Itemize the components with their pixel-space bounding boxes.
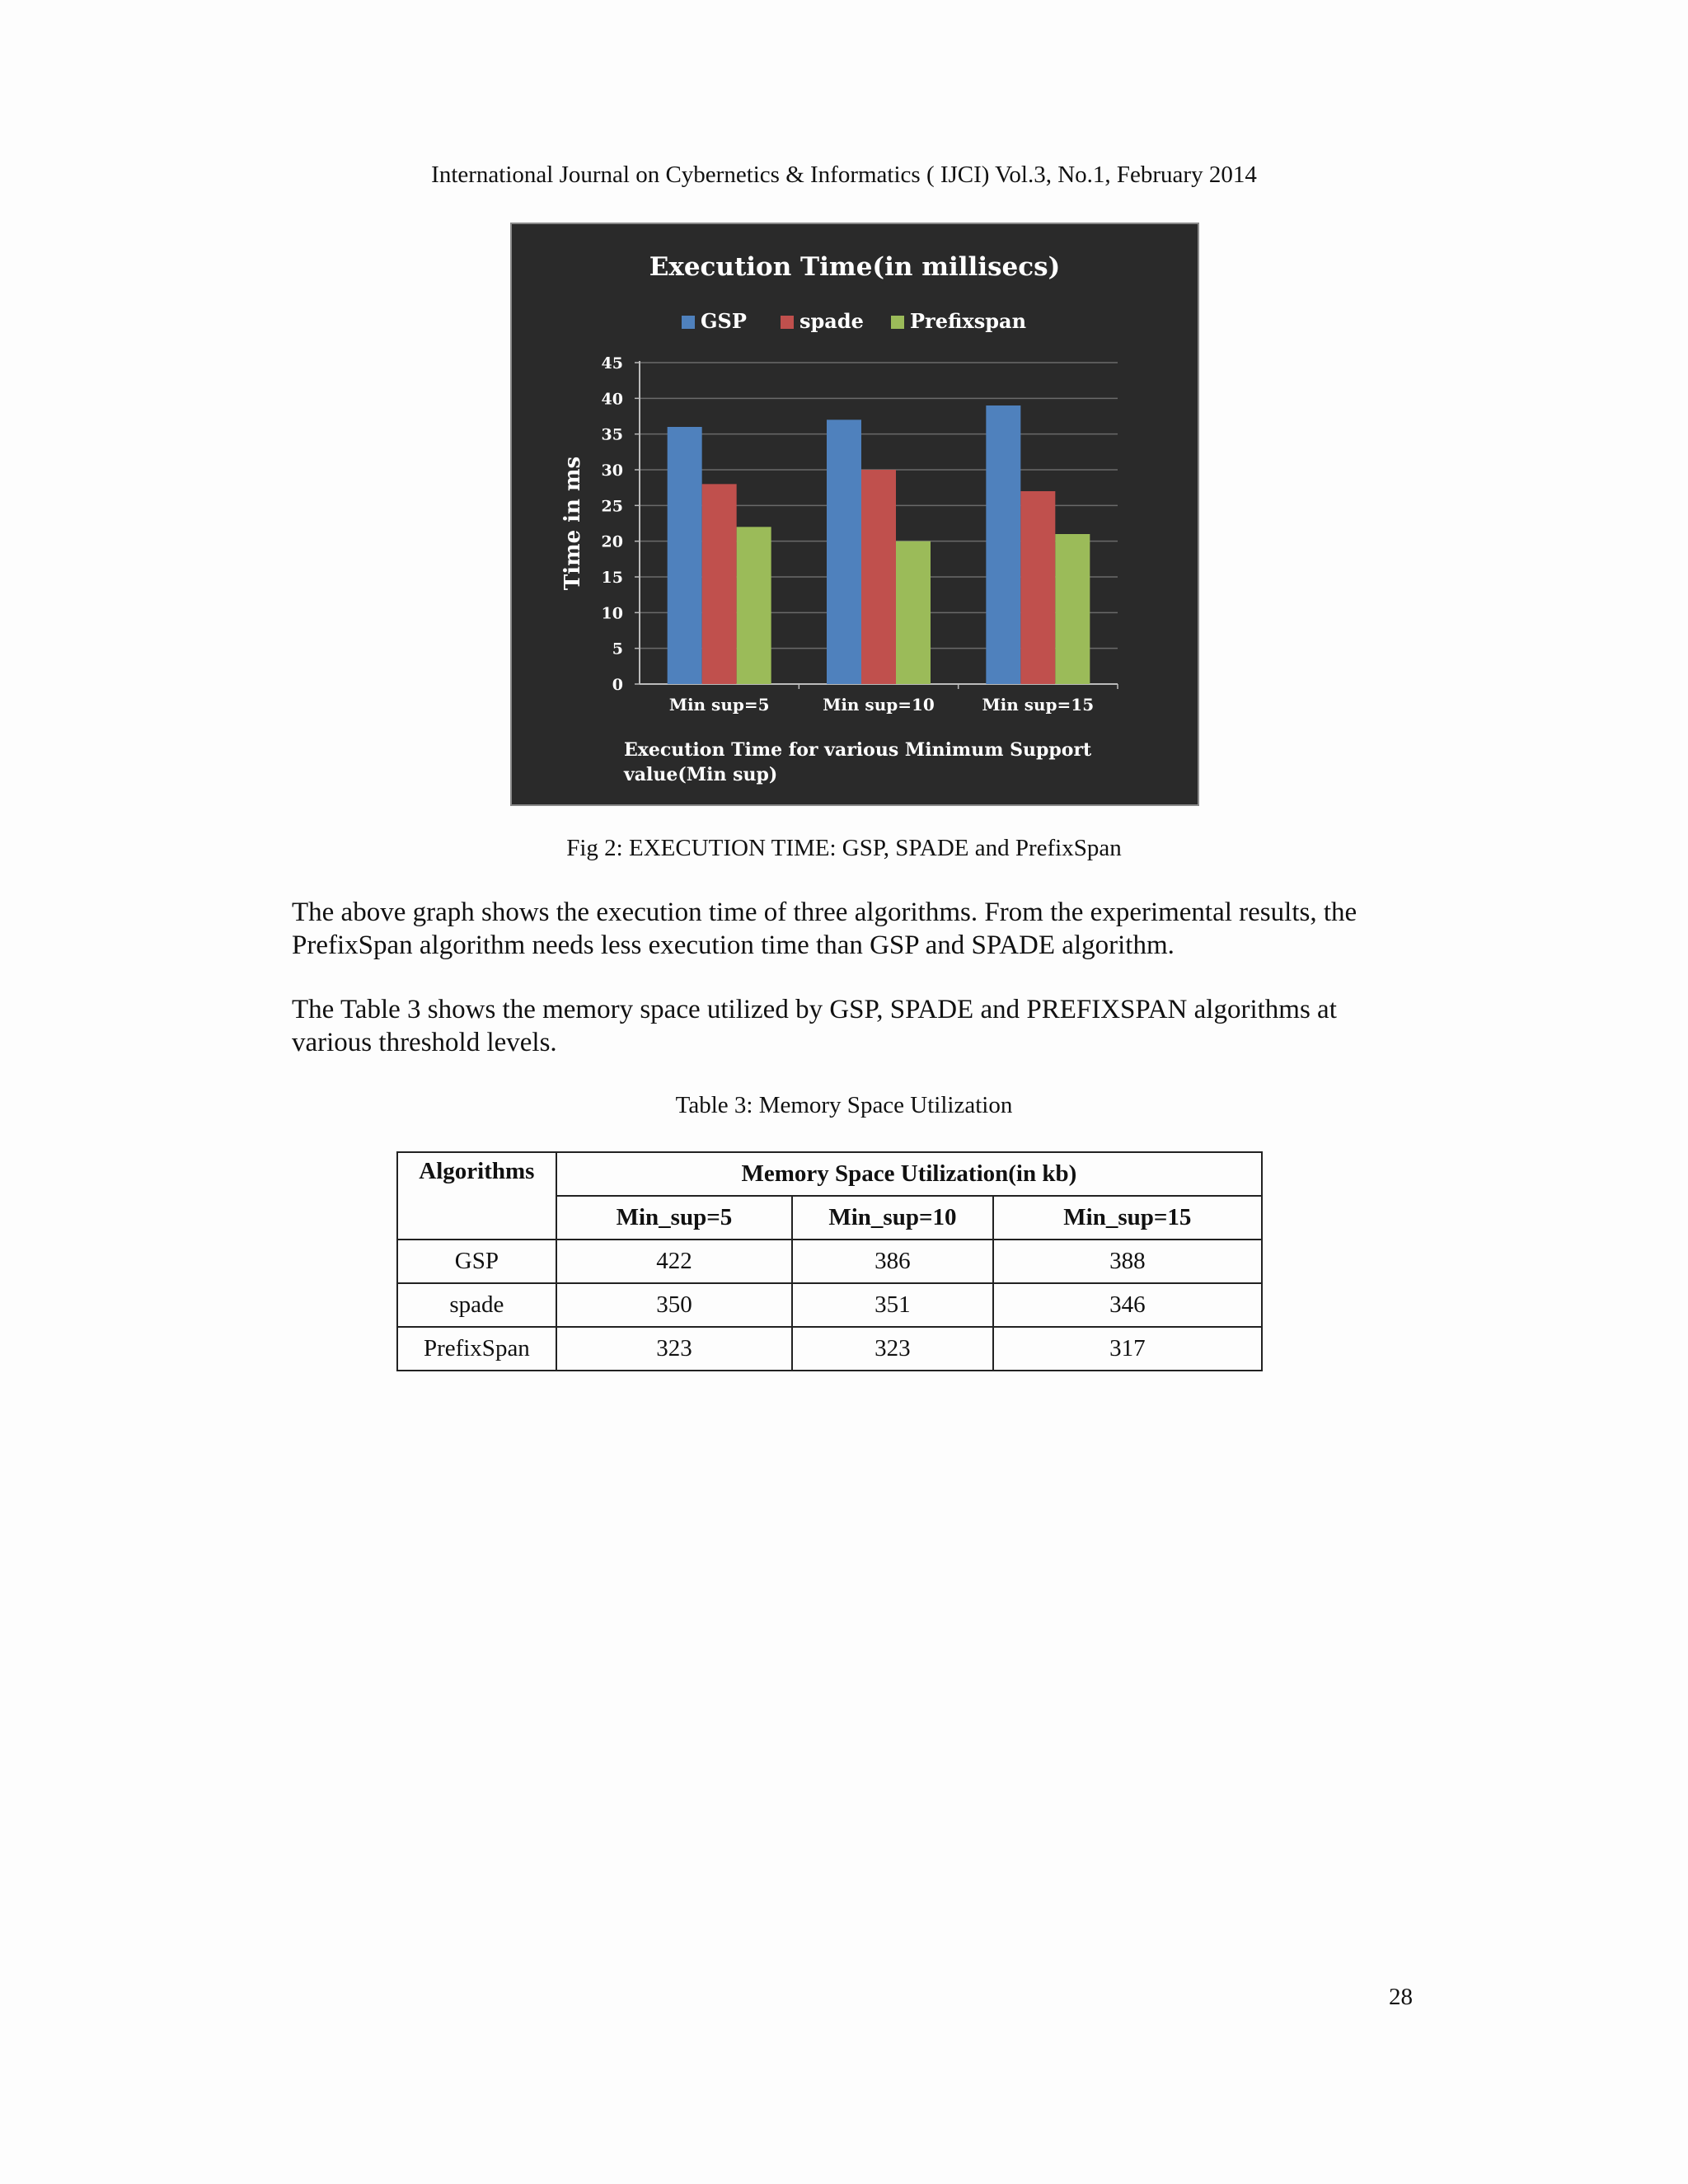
y-tick-label: 0 (612, 676, 623, 694)
x-axis-label-line-1: Execution Time for various Minimum Support (624, 739, 1092, 761)
chart-svg (512, 224, 1198, 804)
legend-label: GSP (701, 309, 747, 333)
legend-swatch (891, 316, 904, 329)
table-cell: 351 (792, 1283, 993, 1327)
table-row (397, 1283, 1262, 1327)
table-cell: 350 (556, 1283, 792, 1327)
bar (827, 419, 861, 684)
paragraph-1: The above graph shows the execution time of three algorithms. From the experimental results, the PrefixSpan algorithm needs less execution time than GSP and SPADE algorithm. (292, 898, 1357, 960)
row-label: PrefixSpan (397, 1327, 556, 1371)
column-header: Min_sup=5 (556, 1196, 792, 1240)
column-header: Min_sup=10 (792, 1196, 993, 1240)
legend-swatch (781, 316, 794, 329)
bar (668, 427, 702, 684)
bar (986, 405, 1020, 684)
memory-table (396, 1151, 1263, 1371)
chart-title: Execution Time(in millisecs) (649, 252, 1061, 282)
column-header: Min_sup=15 (993, 1196, 1262, 1240)
y-tick-label: 45 (601, 354, 623, 373)
table-cell: 386 (792, 1240, 993, 1283)
y-tick-label: 40 (601, 390, 623, 409)
bar (737, 527, 771, 684)
x-tick-label: Min sup=5 (668, 695, 770, 715)
paragraph-2: The Table 3 shows the memory space utilized by GSP, SPADE and PREFIXSPAN algorithms at various threshold levels. (292, 995, 1337, 1057)
y-tick-label: 20 (601, 532, 623, 551)
figure-caption: Fig 2: EXECUTION TIME: GSP, SPADE and PrefixSpan (566, 835, 1122, 861)
table-caption: Table 3: Memory Space Utilization (675, 1092, 1013, 1118)
group-header: Memory Space Utilization(in kb) (556, 1152, 1262, 1196)
legend-label: Prefixspan (910, 309, 1027, 333)
y-tick-label: 30 (601, 462, 623, 480)
table-row (397, 1327, 1262, 1371)
row-label: GSP (397, 1240, 556, 1283)
table-cell: 323 (792, 1327, 993, 1371)
table-cell: 323 (556, 1327, 792, 1371)
y-tick-label: 35 (601, 425, 623, 444)
legend-label: spade (799, 309, 864, 333)
table-cell: 422 (556, 1240, 792, 1283)
bar (896, 541, 931, 684)
table-row (397, 1240, 1262, 1283)
bar (1020, 491, 1055, 684)
table-cell: 317 (993, 1327, 1262, 1371)
x-tick-label: Min sup=10 (823, 695, 935, 715)
execution-time-chart (510, 223, 1199, 806)
page-number: 28 (1389, 1984, 1413, 2010)
journal-header: International Journal on Cybernetics & Informatics ( IJCI) Vol.3, No.1, February 2014 (431, 162, 1257, 188)
corner-header: Algorithms (397, 1152, 556, 1240)
y-tick-label: 15 (601, 569, 623, 587)
bar (1055, 534, 1090, 684)
x-axis-label-line-2: value(Min sup) (624, 764, 778, 785)
table-header-row (397, 1152, 1262, 1196)
y-tick-label: 10 (601, 604, 623, 623)
y-axis-label: Time in ms (560, 456, 585, 591)
row-label: spade (397, 1283, 556, 1327)
x-tick-label: Min sup=15 (982, 695, 1095, 715)
bar (861, 470, 896, 684)
table-cell: 388 (993, 1240, 1262, 1283)
y-tick-label: 25 (601, 497, 623, 516)
legend-swatch (682, 316, 695, 329)
y-tick-label: 5 (612, 640, 623, 658)
table-cell: 346 (993, 1283, 1262, 1327)
bar (702, 484, 737, 684)
